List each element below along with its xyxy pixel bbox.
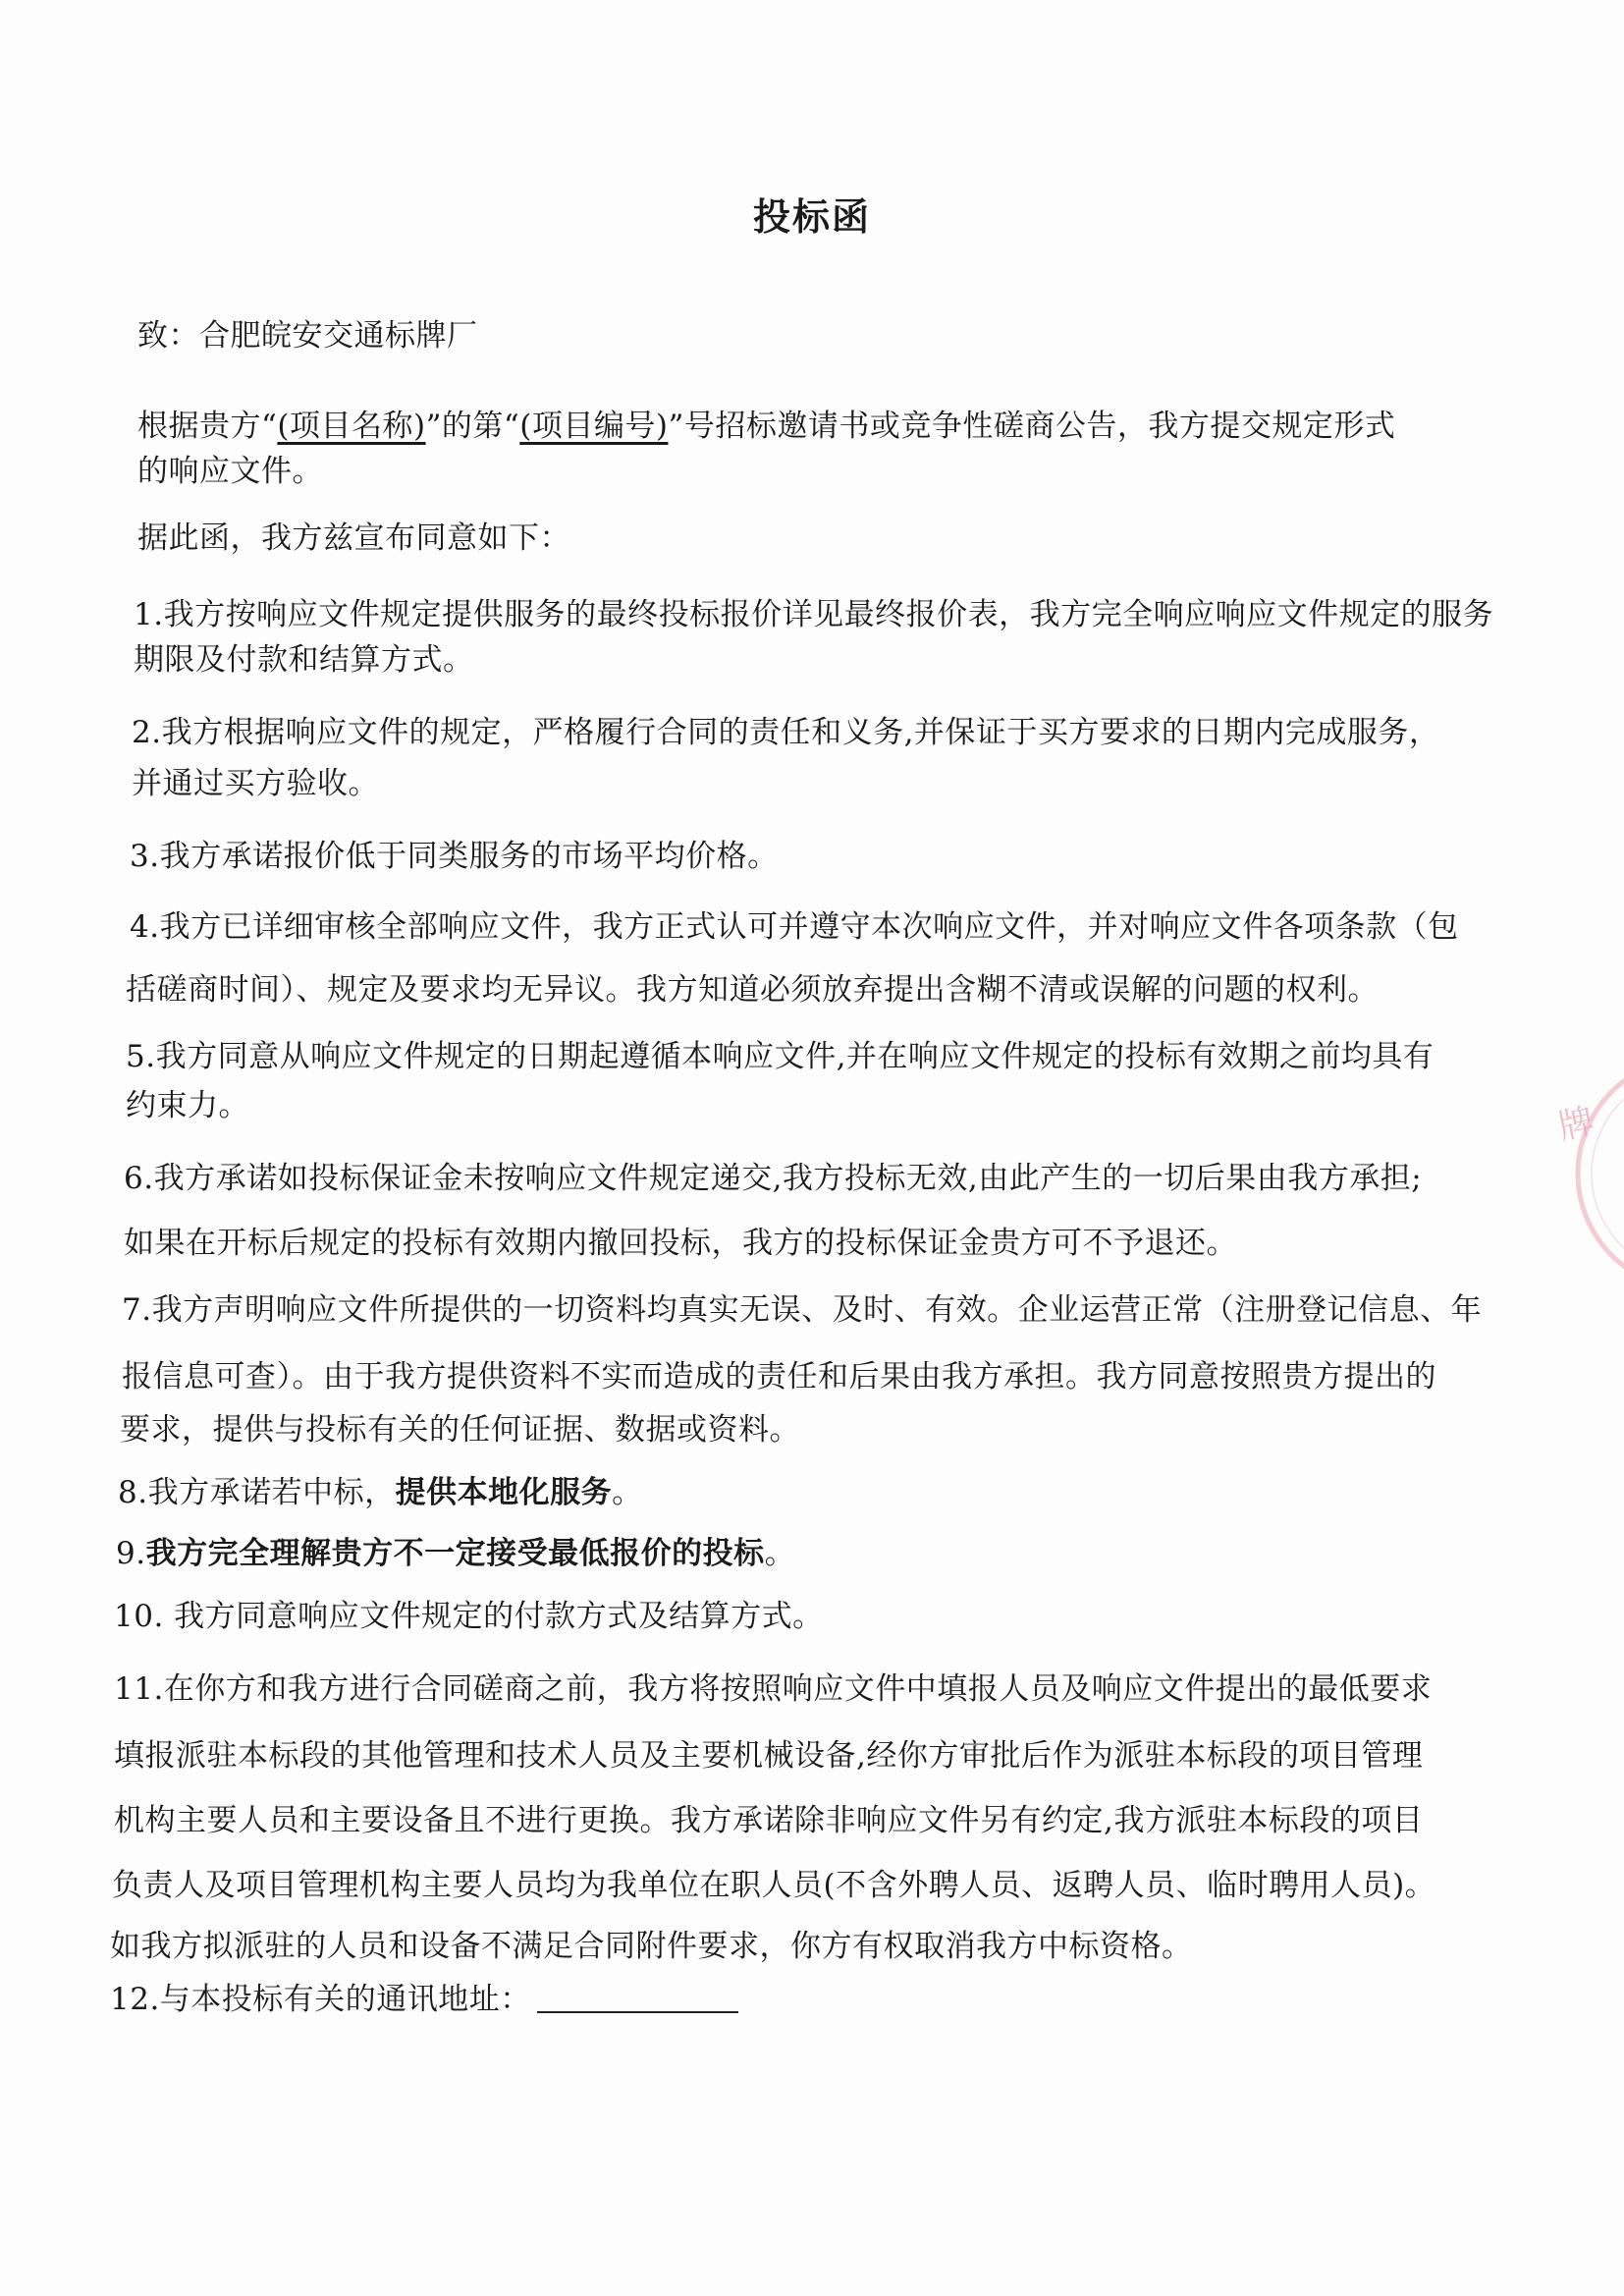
item-2-line-1: 2.我方根据响应文件的规定，严格履行合同的责任和义务,并保证于买方要求的日期内完成服务， xyxy=(132,715,1440,750)
item-9-number: 9. xyxy=(116,1536,146,1571)
item-9-end: 。 xyxy=(764,1536,796,1571)
item-8-end: 。 xyxy=(612,1475,643,1510)
item-12-text: 12.与本投标有关的通讯地址： xyxy=(110,1982,531,2017)
item-5-line-2: 约束力。 xyxy=(126,1088,249,1123)
seal-arc-icon xyxy=(1537,1056,1624,1301)
item-4-line-1: 4.我方已详细审核全部响应文件，我方正式认可并遵守本次响应文件，并对响应文件各项条款（包 xyxy=(130,909,1459,945)
item-10-line-1: 10. 我方同意响应文件规定的付款方式及结算方式。 xyxy=(114,1599,824,1634)
project-name-placeholder: (项目名称) xyxy=(277,409,426,444)
item-11-line-5: 如我方拟派驻的人员和设备不满足合同附件要求，你方有权取消我方中标资格。 xyxy=(110,1929,1193,1964)
seal-character: 牌 xyxy=(1554,1101,1598,1149)
item-1-line-2: 期限及付款和结算方式。 xyxy=(134,642,474,678)
item-7-line-2: 报信息可查）。由于我方提供资料不实而造成的责任和后果由我方承担。我方同意按照贵方提出的 xyxy=(122,1359,1436,1394)
intro-text-b: ”的第“ xyxy=(425,409,520,444)
item-11-line-1: 11.在你方和我方进行合同磋商之前，我方将按照响应文件中填报人员及响应文件提出的最低要求 xyxy=(114,1671,1433,1707)
item-6-line-2: 如果在开标后规定的投标有效期内撤回投标，我方的投标保证金贵方可不予退还。 xyxy=(124,1226,1237,1261)
document-title: 投标函 xyxy=(752,195,871,239)
item-8-line-1 xyxy=(118,1473,643,1512)
intro-line-1 xyxy=(137,407,1395,446)
intro-text-a: 根据贵方“ xyxy=(137,409,278,444)
intro-line-2: 的响应文件。 xyxy=(137,454,323,489)
item-4-line-2: 括磋商时间）、规定及要求均无异议。我方知道必须放弃提出含糊不清或误解的问题的权利。 xyxy=(126,972,1379,1008)
item-11-line-4: 负责人及项目管理机构主要人员均为我单位在职人员(不含外聘人员、返聘人员、临时聘用人员)。 xyxy=(112,1868,1436,1903)
item-8-bold: 提供本地化服务 xyxy=(395,1475,613,1510)
item-11-line-2: 填报派驻本标段的其他管理和技术人员及主要机械设备,经你方审批后作为派驻本标段的项目管理 xyxy=(114,1738,1424,1774)
item-5-line-1: 5.我方同意从响应文件规定的日期起遵循本响应文件,并在响应文件规定的投标有效期之前均具有 xyxy=(126,1039,1435,1074)
item-2-line-2: 并通过买方验收。 xyxy=(132,766,379,801)
intro-line-3: 据此函，我方兹宣布同意如下： xyxy=(137,520,570,556)
addressee-line: 致：合肥皖安交通标牌厂 xyxy=(137,318,478,354)
item-9-line-1 xyxy=(116,1534,795,1573)
item-11-line-3: 机构主要人员和主要设备且不进行更换。我方承诺除非响应文件另有约定,我方派驻本标段的项目 xyxy=(114,1803,1424,1838)
address-blank-line xyxy=(537,1982,738,2013)
item-1-line-1: 1.我方按响应文件规定提供服务的最终投标报价详见最终报价表，我方完全响应响应文件规定的服务 xyxy=(134,597,1494,632)
project-number-placeholder: (项目编号) xyxy=(519,409,669,444)
item-6-line-1: 6.我方承诺如投标保证金未按响应文件规定递交,我方投标无效,由此产生的一切后果由我方承担; xyxy=(124,1161,1423,1196)
item-12-line-1 xyxy=(110,1980,738,2019)
company-seal-fragment xyxy=(1537,1056,1624,1301)
item-7-line-3: 要求，提供与投标有关的任何证据、数据或资料。 xyxy=(120,1412,800,1448)
item-8-text: 8.我方承诺若中标， xyxy=(118,1475,396,1510)
item-9-bold: 我方完全理解贵方不一定接受最低报价的投标 xyxy=(145,1536,765,1571)
item-3-line-1: 3.我方承诺报价低于同类服务的市场平均价格。 xyxy=(130,839,779,874)
item-7-line-1: 7.我方声明响应文件所提供的一切资料均真实无误、及时、有效。企业运营正常（注册登记信息、年 xyxy=(122,1292,1483,1328)
intro-text-c: ”号招标邀请书或竞争性磋商公告，我方提交规定形式 xyxy=(668,409,1396,444)
